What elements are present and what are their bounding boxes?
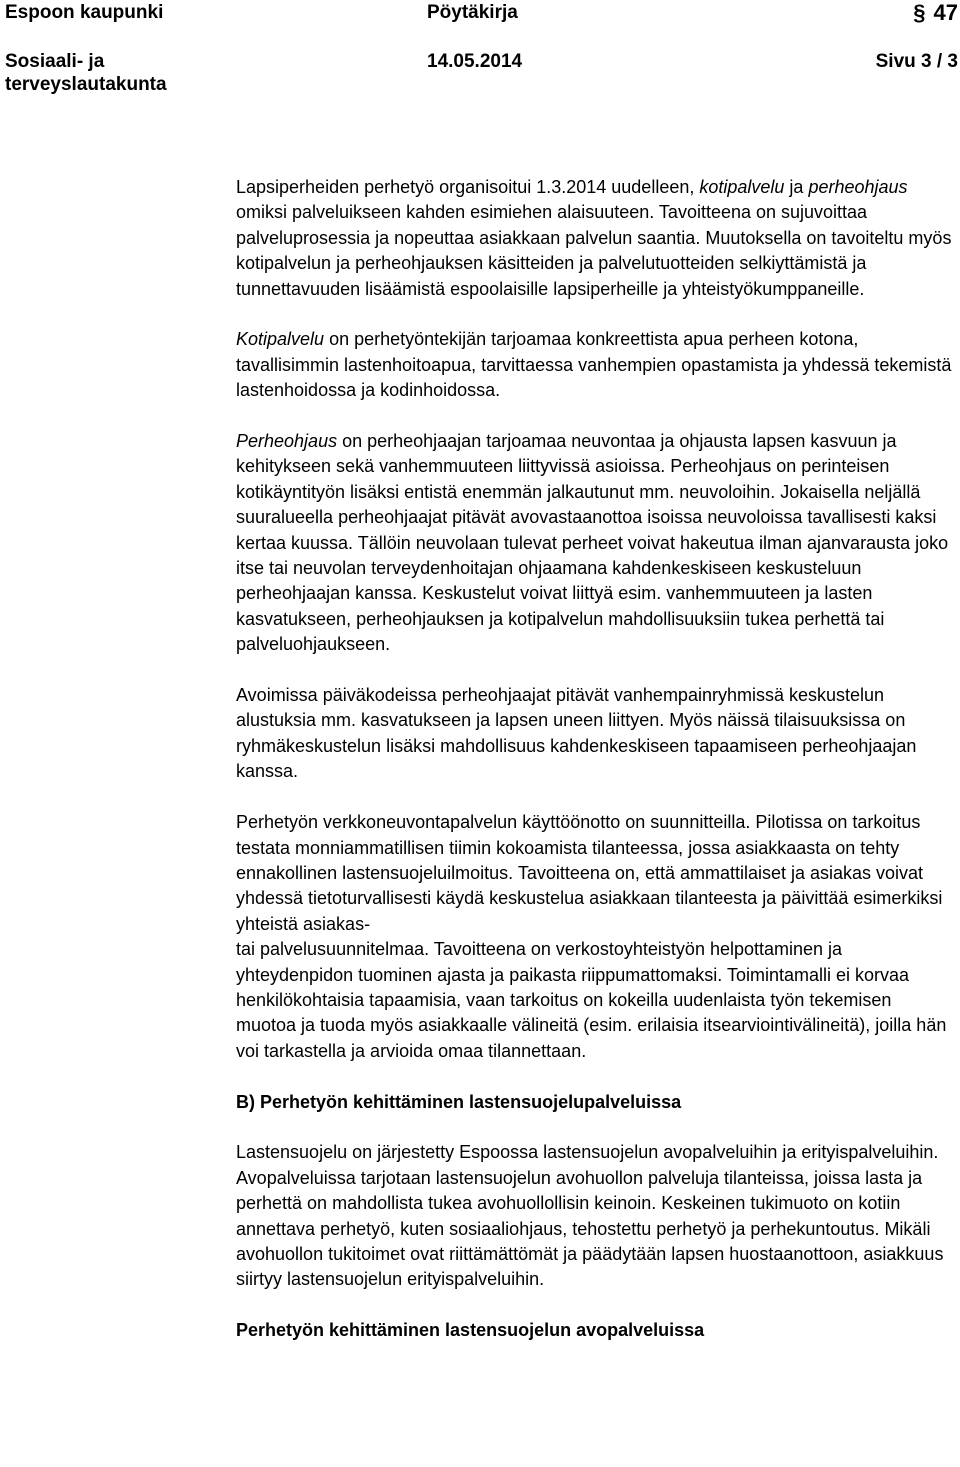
paragraph-perheohjaus: Perheohjaus on perheohjaajan tarjoamaa neuvontaa ja ohjausta lapsen kasvuun ja kehitykseen sekä vanhemmuuteen liittyvissä asioissa. Perheohjaus on perinteisen kotikäyntityön lisäksi entistä enemmän jalkautunut mm. neuvoloihin. Jokaisella neljällä suuralueella perheohjaajat pitävät avovastaanottoa isoissa neuvoloissa tavallisesti kaksi kertaa kuussa. Tällöin neuvolaan tulevat perheet voivat hakeutua ilman ajanvarausta joko itse tai neuvolan terveydenhoitajan ohjaamana kahdenkeskiseen keskusteluun perheohjaajan kanssa. Keskustelut voivat liittyä esim. vanhemmuuteen ja lasten kasvatukseen, perheohjauksen ja kotipalvelun mahdollisuuksiin tukea perhettä tai palveluohjaukseen. (236, 431, 949, 655)
paragraph-organization: Lapsiperheiden perhetyö organisoitui 1.3.2014 uudelleen, kotipalvelu ja perheohjaus omiksi palveluikseen kahden esimiehen alaisuuteen. Tavoitteena on sujuvoittaa palveluprosessia ja nopeuttaa asiakkaan palvelun saantia. Muutoksella on tavoiteltu myös kotipalvelun ja perheohjauksen käsitteiden ja palvelutuotteiden selkiyttämistä ja tunnettavuuden lisäämistä espoolaisille lapsiperheille ja yhteistyökumppaneille. (236, 177, 952, 299)
section-number-value: 47 (933, 0, 958, 25)
section-symbol: § (913, 0, 926, 25)
document-body (236, 175, 952, 1369)
term-kotipalvelu: kotipalvelu (699, 177, 785, 197)
meeting-date: 14.05.2014 (427, 51, 523, 72)
term-kotipalvelu: Kotipalvelu (236, 329, 325, 350)
paragraph-verkkoneuvonta: Perhetyön verkkoneuvontapalvelun käyttöönotto on suunnitteilla. Pilotissa on tarkoitus testata monniammatillisen tiimin kokoamista tilanteessa, jossa asiakkaasta on tehty ennakollinen lastensuojeluilmoitus. Tavoitteena on, että ammattilaiset ja asiakas voivat yhdessä tietoturvallisesti käydä keskustelua asiakkaan tilanteesta ja päivittää esimerkiksi yhteistä asiakas- tai palvelusuunnitelmaa. Tavoitteena on verkostoyhteistyön helpottaminen ja yhteydenpidon tuominen ajasta ja paikasta riippumattomaksi. Toimintamalli ei korvaa henkilökohtaisia tapaamisia, vaan tarkoitus on kokeilla uudenlaista työn tekemisen muotoa ja tuoda myös asiakkaalle välineitä (esim. erilaisia itsearviointivälineitä), joilla hän voi tarkastella ja arvioida omaa tilannettaan. (236, 812, 947, 1061)
term-perheohjaus: Perheohjaus (236, 431, 338, 452)
paragraph-avoimet-paivakodit: Avoimissa päiväkodeissa perheohjaajat pitävät vanhempainryhmissä keskustelun alustuksia mm. kasvatukseen ja lapsen uneen liittyen. Myös näissä tilaisuuksissa on ryhmäkeskustelun lisäksi mahdollisuus kahdenkeskiseen tapaamiseen perheohjaajan kanssa. (236, 685, 917, 782)
section-number (913, 1, 958, 24)
section-heading-avopalvelut: Perhetyön kehittäminen lastensuojelun avopalveluissa (236, 1320, 705, 1341)
board-name: Sosiaali- ja terveyslautakunta (5, 51, 167, 95)
document-type: Pöytäkirja (427, 2, 518, 23)
organization-name: Espoon kaupunki (5, 2, 164, 23)
term-perheohjaus: perheohjaus (808, 177, 908, 197)
paragraph-lastensuojelu: Lastensuojelu on järjestetty Espoossa lastensuojelun avopalveluihin ja erityispalveluihin. Avopalveluissa tarjotaan lastensuojelun avohuollon palveluja tilanteissa, joissa lasta ja perhettä on mahdollista tukea avohuollollisin keinoin. Keskeinen tukimuoto on kotiin annettava perhetyö, kuten sosiaaliohjaus, tehostettu perhetyö ja perhekuntoutus. Mikäli avohuollon tukitoimet ovat riittämättömät ja päädytään lapsen huostaanottoon, asiakkuus siirtyy lastensuojelun erityispalveluihin. (236, 1142, 944, 1290)
page-number: Sivu 3 / 3 (875, 51, 958, 72)
section-heading-b: B) Perhetyön kehittäminen lastensuojelupalveluissa (236, 1091, 682, 1112)
paragraph-kotipalvelu: Kotipalvelu on perhetyöntekijän tarjoamaa konkreettista apua perheen kotona, tavallisimmin lastenhoitoapua, tarvittaessa vanhempien opastamista ja yhdessä tekemistä lastenhoidossa ja kodinhoidossa. (236, 329, 952, 401)
